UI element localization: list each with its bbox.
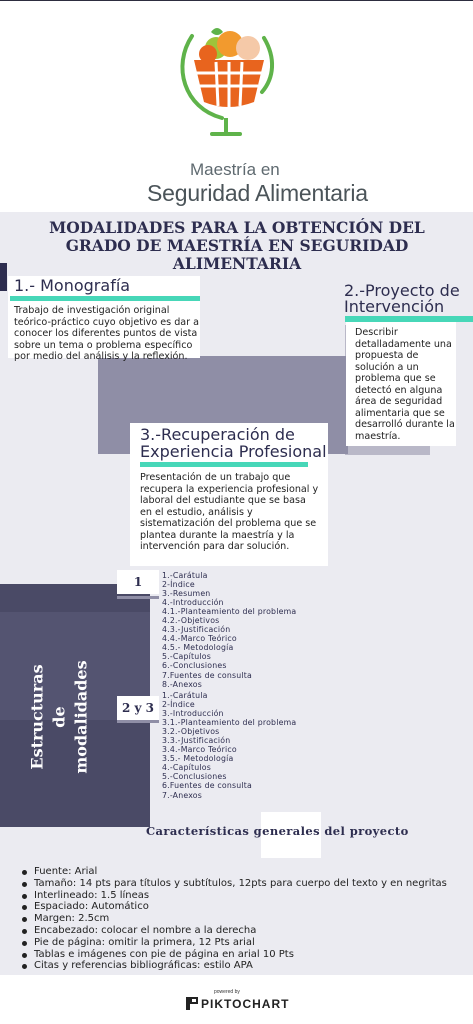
- structure-2-number: 2 y 3: [117, 696, 159, 720]
- modality-2-title-line-2: Intervención: [344, 297, 445, 316]
- list-item: 3.2.-Objetivos: [162, 727, 220, 737]
- structures-label-wrapper: [10, 612, 110, 822]
- structure-1-list: [162, 571, 296, 689]
- list-item: 6.Fuentes de consulta: [162, 781, 252, 791]
- list-item: 8.-Anexos: [162, 679, 203, 689]
- modality-3-title-line-2: Experiencia Profesional: [140, 442, 327, 461]
- list-item: Pie de página: omitir la primera, 12 Pts arial: [20, 937, 470, 949]
- list-item: Encabezado: colocar el nombre a la derecha: [20, 925, 470, 937]
- structure-1-number: 1: [117, 570, 159, 594]
- list-item: Interlineado: 1.5 líneas: [20, 890, 470, 902]
- characteristics-list: [20, 866, 470, 972]
- list-item: 4.5.- Metodología: [162, 643, 234, 653]
- left-accent-bar: [0, 263, 7, 291]
- modality-3-underline: [140, 462, 308, 467]
- modality-1-title: 1.- Monografía: [14, 276, 131, 295]
- list-item: 1.-Carátula: [162, 571, 208, 580]
- list-item: 3.-Resumen: [162, 589, 211, 599]
- list-item: 4.3.-Justificación: [162, 625, 231, 635]
- list-item: 7.Fuentes de consulta: [162, 670, 252, 680]
- piktochart-icon: [186, 997, 198, 1010]
- list-item: 4.2.-Objetivos: [162, 616, 220, 626]
- structure-2-bar: [117, 720, 159, 723]
- list-item: 2-Índice: [162, 580, 195, 590]
- modality-1-text: Trabajo de investigación original teórico-práctico cuyo objetivo es dar a conocer los diferentes puntos de vista sobre un tema o problema específico por medio del análisis y la reflexión.: [14, 305, 200, 362]
- list-item: 4.-Introducción: [162, 598, 224, 608]
- list-item: 5.-Capítulos: [162, 652, 211, 662]
- list-item: Espaciado: Automático: [20, 901, 470, 913]
- modality-1-underline: [10, 296, 200, 301]
- list-item: 4.1.-Planteamiento del problema: [162, 607, 297, 617]
- piktochart-wordmark: PIKTOCHART: [201, 997, 290, 1011]
- list-item: 5.-Conclusiones: [162, 772, 227, 782]
- list-item: 6.-Conclusiones: [162, 661, 227, 671]
- powered-by-text: powered by: [214, 989, 240, 995]
- brand-line-2: Seguridad Alimentaria: [147, 180, 368, 206]
- list-item: 3.-Introducción: [162, 709, 224, 719]
- list-item: 4.4.-Marco Teórico: [162, 634, 237, 644]
- list-item: Fuente: Arial: [20, 866, 470, 878]
- modality-2-title-line-1: 2.-Proyecto de: [344, 281, 460, 300]
- characteristics-title: Características generales del proyecto: [146, 824, 409, 838]
- page-title: MODALIDADES PARA LA OBTENCIÓN DEL GRADO DE MAESTRÍA EN SEGURIDAD ALIMENTARIA: [49, 218, 425, 273]
- food-security-logo-icon: [178, 18, 278, 138]
- list-item: 2-Índice: [162, 700, 195, 710]
- modality-3-title-line-1: 3.-Recuperación de: [140, 425, 295, 444]
- piktochart-logo[interactable]: [186, 997, 289, 1011]
- modality-3-text: Presentación de un trabajo que recupera la experiencia profesional y laboral del estudiante que se basa en el estudio, análisis y sistematización del problema que se plantea durante la maestría y la intervención para dar solución.: [140, 472, 319, 552]
- list-item: Citas y referencias bibliográficas: estilo APA: [20, 960, 470, 972]
- list-item: 4.-Capítulos: [162, 763, 211, 773]
- brand-line-1: Maestría en: [190, 160, 280, 179]
- structure-1-bar: [117, 596, 159, 599]
- structure-2-list: [162, 691, 296, 800]
- list-item: 3.3.-Justificación: [162, 736, 231, 746]
- list-item: 3.5.- Metodología: [162, 754, 234, 764]
- modality-2-text: Describir detalladamente una propuesta de solución a un problema que se detectó en alguna área de seguridad alimentaria que se desarrolló durante la maestría.: [355, 327, 455, 442]
- list-item: 3.4.-Marco Teórico: [162, 745, 237, 755]
- list-item: Tamaño: 14 pts para títulos y subtítulos, 12pts para cuerpo del texto y en negritas: [20, 878, 470, 890]
- list-item: Tablas e imágenes con pie de página en arial 10 Pts: [20, 949, 470, 961]
- structures-label: Estructuras de modalidades: [28, 660, 91, 774]
- list-item: 7.-Anexos: [162, 790, 203, 800]
- list-item: 1.-Carátula: [162, 691, 208, 700]
- list-item: 3.1.-Planteamiento del problema: [162, 718, 297, 728]
- list-item: Margen: 2.5cm: [20, 913, 470, 925]
